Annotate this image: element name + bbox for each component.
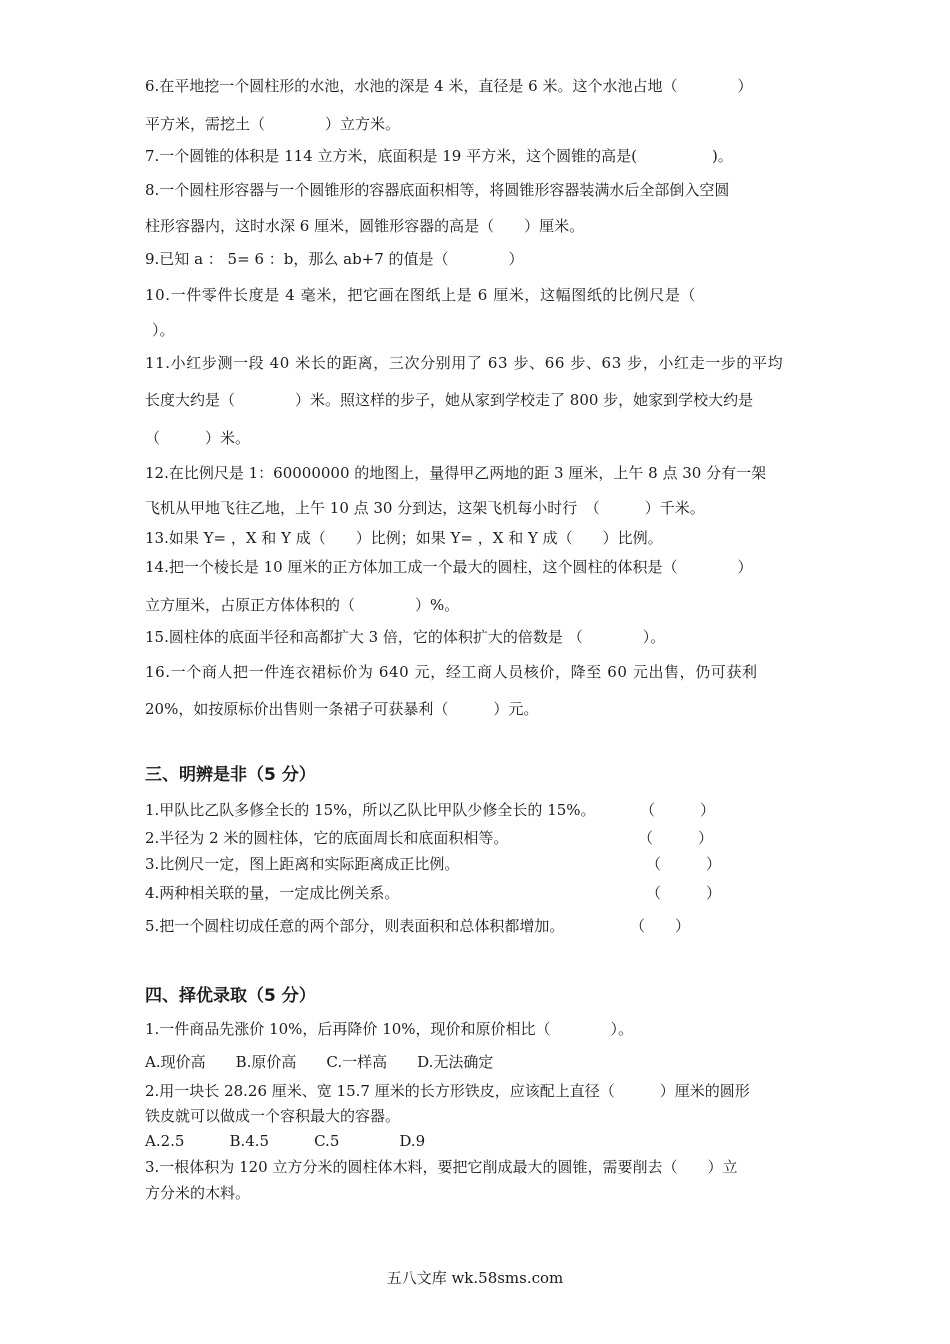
choice-question-2-line-2: 铁皮就可以做成一个容积最大的容器。 [145, 1107, 401, 1125]
choice-question-3-line-1: 3.一根体积为 120 立方分米的圆柱体木料，要把它削成最大的圆锥，需要削去（ ）立 [145, 1158, 738, 1176]
choice-options-1: A.现价高 B.原价高 C.一样高 D.无法确定 [145, 1053, 494, 1071]
judge-item-2: 2.半径为 2 米的圆柱体，它的底面周长和底面积相等。 [145, 829, 509, 847]
question-12-line-2: 飞机从甲地飞往乙地，上午 10 点 30 分到达，这架飞机每小时行 （ ）千米。 [145, 499, 705, 517]
question-6-line-1: 6.在平地挖一个圆柱形的水池，水池的深是 4 米，直径是 6 米。这个水池占地（ ） [145, 77, 753, 95]
judge-item-4: 4.两种相关联的量，一定成比例关系。 [145, 884, 400, 902]
judge-answer-4[interactable]: （ ） [646, 884, 722, 902]
section-4-title: 四、择优录取（5 分） [145, 986, 316, 1006]
choice-options-2: A.2.5 B.4.5 C.5 D.9 [145, 1132, 426, 1150]
judge-answer-3[interactable]: （ ） [646, 855, 722, 873]
question-10-line-1: 10.一件零件长度是 4 毫米，把它画在图纸上是 6 厘米，这幅图纸的比例尺是（ [145, 286, 697, 304]
section-3-title: 三、明辨是非（5 分） [145, 765, 316, 785]
question-14-line-1: 14.把一个棱长是 10 厘米的正方体加工成一个最大的圆柱，这个圆柱的体积是（ ） [145, 558, 753, 576]
question-8-line-1: 8.一个圆柱形容器与一个圆锥形的容器底面积相等，将圆锥形容器装满水后全部倒入空圆 [145, 181, 730, 199]
question-16-line-2: 20%，如按原标价出售则一条裙子可获暴利（ ）元。 [145, 700, 539, 718]
judge-item-3: 3.比例尺一定，图上距离和实际距离成正比例。 [145, 855, 460, 873]
question-16-line-1: 16.一个商人把一件连衣裙标价为 640 元，经工商人员核价，降至 60 元出售，仍可获利 [145, 663, 758, 681]
choice-question-1: 1.一件商品先涨价 10%，后再降价 10%，现价和原价相比（ ）。 [145, 1020, 634, 1038]
page-footer: 五八文库 wk.58sms.com [386, 1269, 564, 1287]
choice-question-2-line-1: 2.用一块长 28.26 厘米、宽 15.7 厘米的长方形铁皮，应该配上直径（ ）厘米的圆形 [145, 1082, 750, 1100]
judge-answer-1[interactable]: （ ） [640, 801, 716, 819]
question-11-line-2: 长度大约是（ ）米。照这样的步子，她从家到学校走了 800 步，她家到学校大约是 [145, 391, 754, 409]
choice-question-3-line-2: 方分米的木料。 [145, 1184, 251, 1202]
judge-item-1: 1.甲队比乙队多修全长的 15%，所以乙队比甲队少修全长的 15%。 [145, 801, 596, 819]
question-14-line-2: 立方厘米，占原正方体体积的（ ）%。 [145, 596, 460, 614]
judge-answer-2[interactable]: （ ） [638, 829, 714, 847]
question-6-line-2: 平方米，需挖土（ ）立方米。 [145, 115, 401, 133]
question-11-line-3: （ ）米。 [145, 429, 251, 447]
question-11-line-1: 11.小红步测一段 40 米长的距离，三次分别用了 63 步、66 步、63 步，小红走一步的平均 [145, 354, 784, 372]
question-8-line-2: 柱形容器内，这时水深 6 厘米，圆锥形容器的高是（ ）厘米。 [145, 217, 585, 235]
question-7: 7.一个圆锥的体积是 114 立方米，底面积是 19 平方米，这个圆锥的高是( )。 [145, 147, 733, 165]
question-15: 15.圆柱体的底面半径和高都扩大 3 倍，它的体积扩大的倍数是 （ ）。 [145, 628, 666, 646]
question-9: 9.已知 a ： 5= 6 ：b，那么 ab+7 的值是（ ） [145, 250, 524, 268]
question-13: 13.如果 Y= ，X 和 Y 成（ ）比例；如果 Y= ，X 和 Y 成（ ）比例。 [145, 529, 663, 547]
judge-item-5: 5.把一个圆柱切成任意的两个部分，则表面积和总体积都增加。 [145, 917, 565, 935]
question-10-line-2: ）。 [152, 321, 175, 339]
judge-answer-5[interactable]: （ ） [630, 917, 691, 935]
question-12-line-1: 12.在比例尺是 1：60000000 的地图上，量得甲乙两地的距 3 厘米，上午 8 点 30 分有一架 [145, 464, 767, 482]
